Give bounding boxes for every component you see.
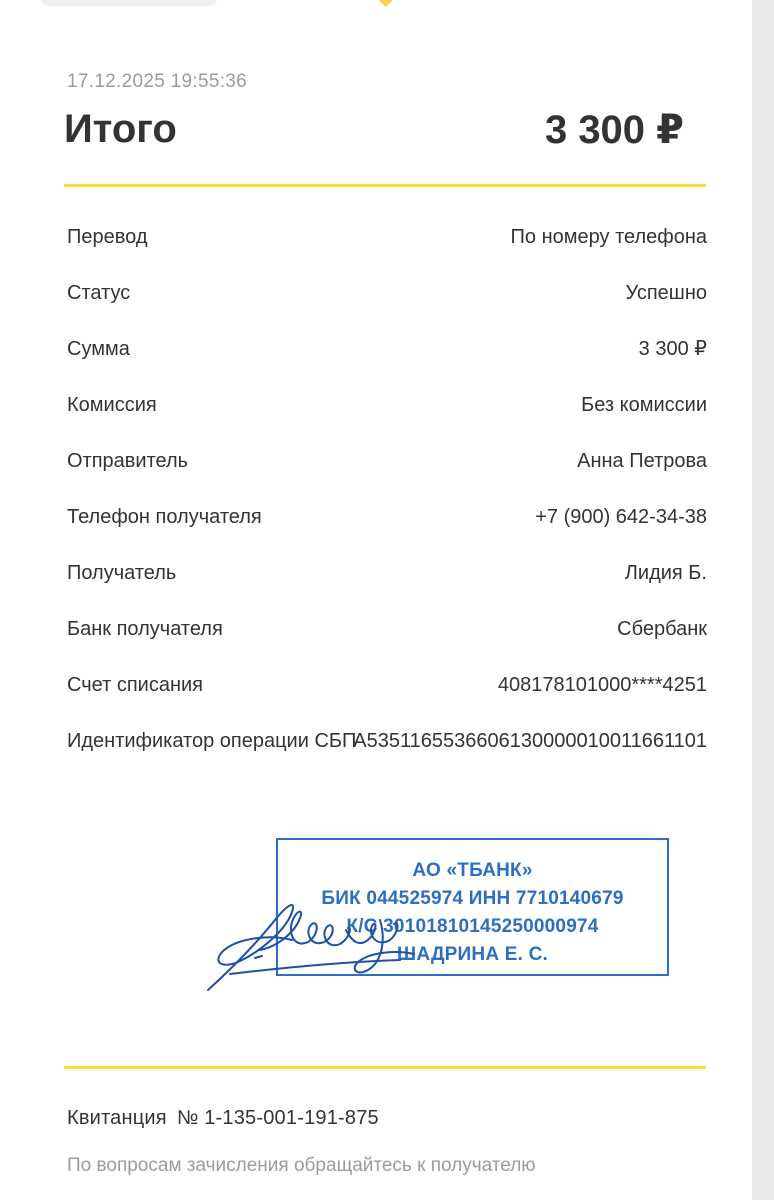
detail-row-transfer — [67, 222, 707, 278]
top-yellow-marker-icon — [376, 0, 394, 7]
details-list — [67, 222, 707, 796]
detail-value: Успешно — [625, 282, 707, 304]
total-label: Итого — [64, 107, 177, 151]
detail-row-recipient-phone — [67, 502, 707, 558]
divider-bottom — [64, 1066, 706, 1069]
detail-row-sbp-operation-id — [67, 726, 707, 796]
detail-value: Лидия Б. — [624, 562, 707, 584]
receipt-number-line — [67, 1107, 379, 1130]
divider-top — [64, 184, 706, 187]
detail-row-amount — [67, 334, 707, 390]
detail-value: A5351165536606130000010011661101 — [353, 730, 707, 752]
detail-label: Получатель — [67, 562, 177, 584]
detail-row-status — [67, 278, 707, 334]
detail-label: Сумма — [67, 338, 130, 360]
detail-row-recipient — [67, 558, 707, 614]
detail-label: Отправитель — [67, 450, 189, 472]
detail-row-debit-account — [67, 670, 707, 726]
detail-value: Сбербанк — [617, 618, 707, 640]
transaction-datetime: 17.12.2025 19:55:36 — [67, 71, 248, 92]
handwritten-signature-icon — [200, 890, 430, 1000]
detail-label: Телефон получателя — [67, 506, 262, 528]
top-tab-handle — [40, 0, 218, 6]
stamp-bik-inn: БИК 044525974 ИНН 7710140679 — [321, 888, 624, 909]
detail-row-sender — [67, 446, 707, 502]
detail-label: Счет списания — [67, 674, 203, 696]
total-amount: 3 300 ₽ — [544, 108, 684, 152]
detail-label: Банк получателя — [67, 618, 223, 640]
detail-value: 3 300 ₽ — [638, 338, 707, 360]
receipt-number: № 1-135-001-191-875 — [176, 1107, 379, 1129]
stamp-signatory: ШАДРИНА Е. С. — [397, 944, 548, 965]
detail-row-commission — [67, 390, 707, 446]
footer-note: По вопросам зачисления обращайтесь к получателю — [67, 1155, 536, 1176]
stamp-correspondent-account: К/С 30101810145250000974 — [346, 916, 599, 937]
stamp-bank-name: АО «ТБАНК» — [412, 860, 533, 881]
detail-label: Идентификатор операции СБП — [67, 730, 357, 752]
detail-label: Комиссия — [67, 394, 157, 416]
detail-value: 408178101000****4251 — [497, 674, 707, 696]
detail-value: По номеру телефона — [510, 226, 707, 248]
detail-value: +7 (900) 642-34-38 — [535, 506, 707, 528]
detail-row-recipient-bank — [67, 614, 707, 670]
detail-value: Анна Петрова — [577, 450, 707, 472]
detail-value: Без комиссии — [581, 394, 707, 416]
detail-label: Статус — [67, 282, 131, 304]
receipt-label: Квитанция — [67, 1107, 167, 1129]
detail-label: Перевод — [67, 226, 148, 248]
